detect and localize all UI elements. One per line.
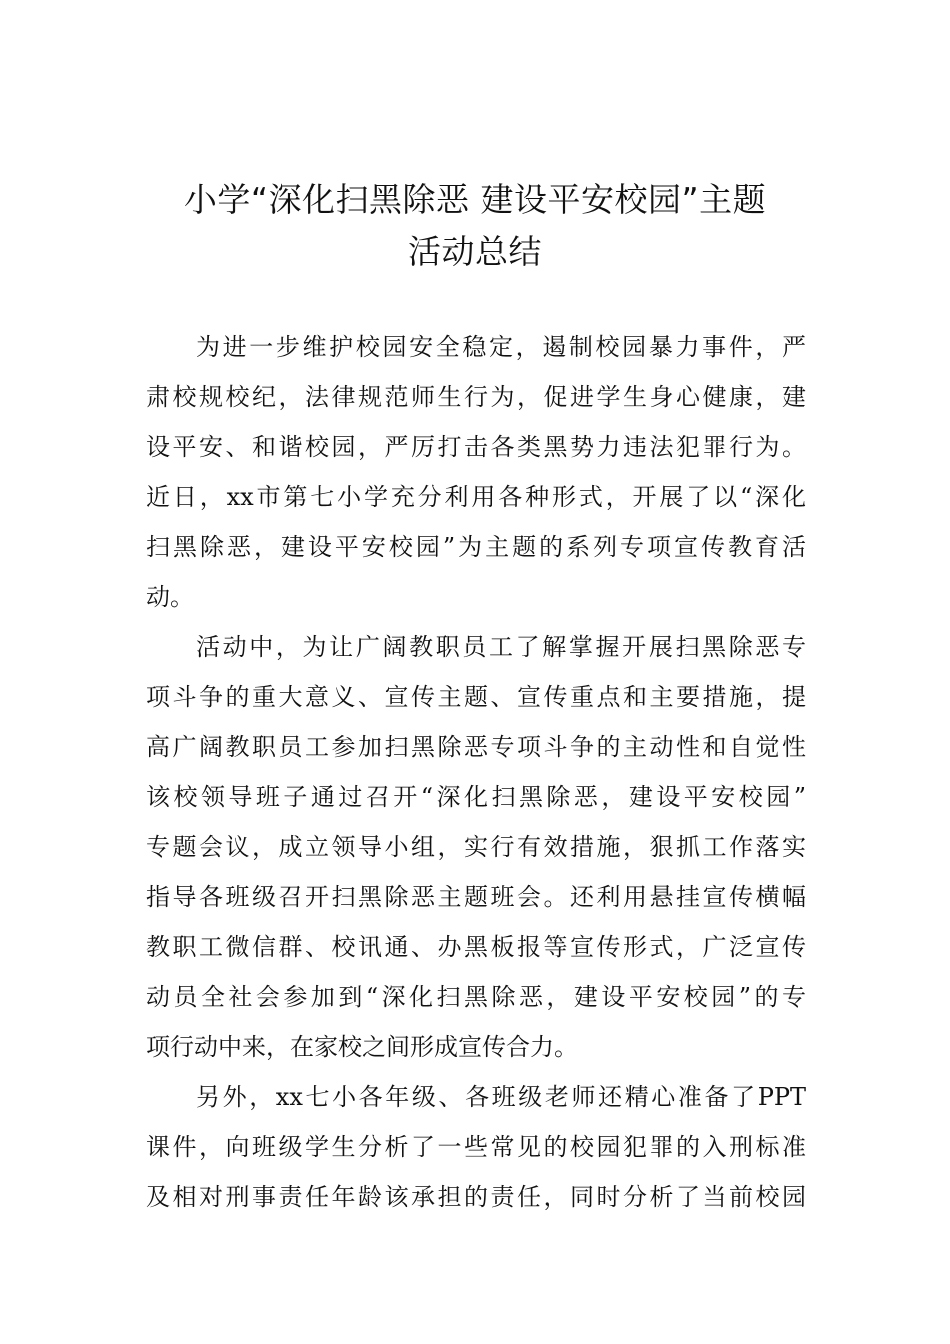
paragraph-line: 动。	[146, 583, 194, 611]
paragraph-line: 该校领导班子通过召开“深化扫黑除恶，建设平安校园”	[146, 783, 806, 811]
paragraph-line: 扫黑除恶，建设平安校园”为主题的系列专项宣传教育活	[146, 533, 806, 561]
paragraph-line: 指导各班级召开扫黑除恶主题班会。还利用悬挂宣传横幅	[146, 883, 806, 911]
paragraph-line: 为进一步维护校园安全稳定，遏制校园暴力事件，严	[196, 333, 806, 361]
document-title-line-2: 活动总结	[408, 232, 542, 271]
paragraph-line: 及相对刑事责任年龄该承担的责任，同时分析了当前校园	[146, 1183, 806, 1211]
paragraph-line: 肃校规校纪，法律规范师生行为，促进学生身心健康，建	[146, 383, 806, 411]
paragraph-line: 高广阔教职员工参加扫黑除恶专项斗争的主动性和自觉性	[146, 733, 806, 761]
paragraph-line: 活动中，为让广阔教职员工了解掌握开展扫黑除恶专	[196, 633, 806, 661]
paragraph-line: 项行动中来，在家校之间形成宣传合力。	[146, 1033, 578, 1061]
paragraph-line: 动员全社会参加到“深化扫黑除恶，建设平安校园”的专	[146, 983, 806, 1011]
paragraph-line: 设平安、和谐校园，严厉打击各类黑势力违法犯罪行为。	[146, 433, 806, 461]
paragraph-line: 项斗争的重大意义、宣传主题、宣传重点和主要措施，提	[146, 683, 806, 711]
paragraph-line: 另外，xx七小各年级、各班级老师还精心准备了PPT	[196, 1083, 806, 1111]
paragraph-line: 教职工微信群、校讯通、办黑板报等宣传形式，广泛宣传	[146, 933, 806, 961]
document-title-line-1: 小学“深化扫黑除恶 建设平安校园”主题	[183, 180, 767, 219]
paragraph-line: 课件，向班级学生分析了一些常见的校园犯罪的入刑标准	[146, 1133, 806, 1161]
paragraph-line: 近日，xx市第七小学充分利用各种形式，开展了以“深化	[146, 483, 806, 511]
paragraph-line: 专题会议，成立领导小组，实行有效措施，狠抓工作落实	[146, 833, 806, 861]
